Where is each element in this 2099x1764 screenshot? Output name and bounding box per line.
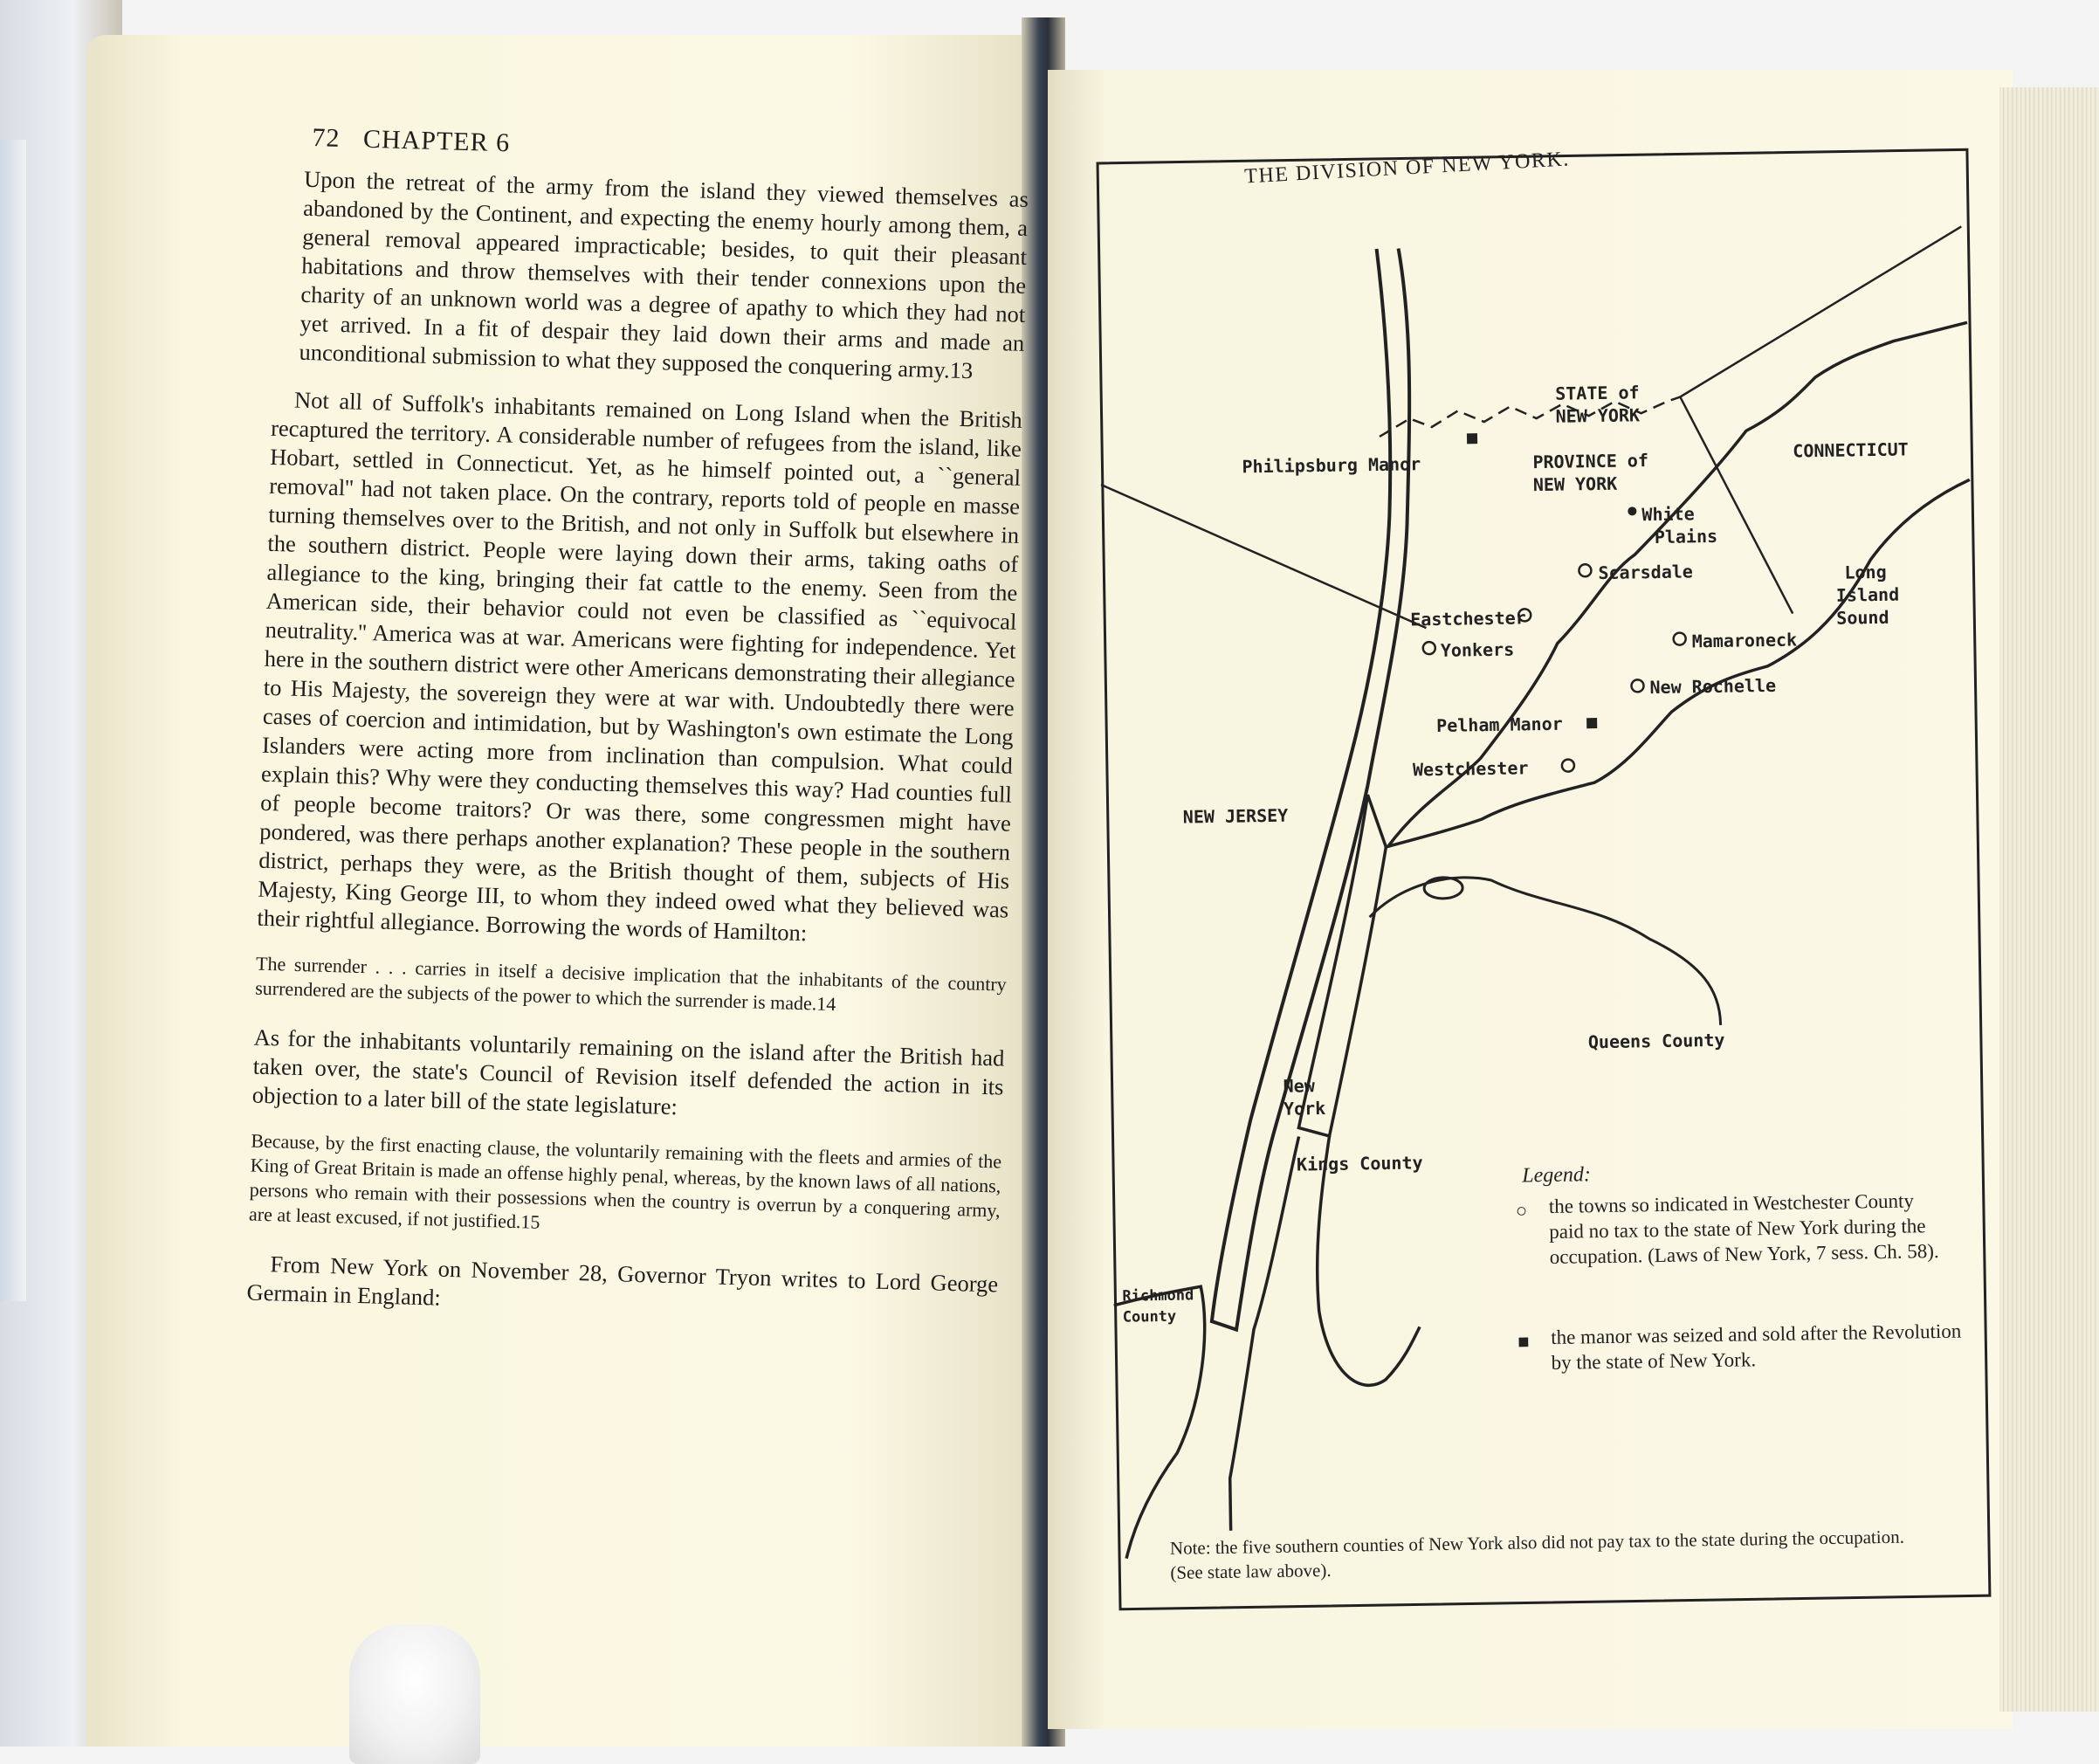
label-eastchester: Eastchester <box>1410 607 1526 630</box>
label-white: White <box>1641 503 1695 526</box>
block-quote-hobart: Upon the retreat of the army from the island they viewed themselves as abandoned by the Continent, and expecting the enemy hourly among them, a general removal appeared impracticable; besides, to quit their pleasant habitations and throw themselves with their tender connexions upon the charity of an unknown world was a degree of apathy to which they had not yet arrived. In a fit of despair they laid down their arms and made an unconditional submission to what they supposed the conquering army.13 <box>299 165 1029 384</box>
bay-shore <box>1225 1136 1305 1530</box>
page-edges <box>1999 87 2099 1712</box>
label-new: New <box>1283 1075 1315 1097</box>
label-yonkers: Yonkers <box>1440 638 1515 661</box>
nj-border-line <box>1101 479 1427 633</box>
chapter-heading: CHAPTER 6 <box>362 124 511 158</box>
label-island: Island <box>1835 583 1900 606</box>
map-border <box>1098 149 1990 1609</box>
label-state-of: STATE of <box>1555 382 1640 404</box>
label-pelham-manor: Pelham Manor <box>1436 713 1563 736</box>
body-paragraph: From New York on November 28, Governor Tryon writes to Lord George Germain in England: <box>246 1251 999 1311</box>
connecticut-border-line <box>1677 226 1967 615</box>
staten-island-outline <box>1113 1286 1208 1559</box>
legend-square-text: the manor was seized and sold after the Revolution by the state of New York. <box>1551 1320 1962 1374</box>
label-kings-county: Kings County <box>1296 1152 1423 1175</box>
legend-circle-text: the towns so indicated in Westchester County paid no tax to the state of New York during the occupation. (Laws of New York, 7 sess. Ch. 58). <box>1548 1189 1939 1268</box>
label-richmond-county: County <box>1122 1307 1177 1326</box>
map-title: THE DIVISION OF NEW YORK. <box>1243 148 1571 189</box>
label-sound: Sound <box>1836 606 1889 629</box>
left-page-text <box>245 122 1029 1347</box>
westchester-marker <box>1562 759 1574 771</box>
label-province-of: PROVINCE of <box>1532 450 1649 473</box>
book-cover-edge <box>0 140 26 1301</box>
map-figure <box>1096 148 1992 1611</box>
yonkers-marker <box>1423 642 1435 654</box>
label-new-rochelle: New Rochelle <box>1649 674 1777 699</box>
label-state-new-york: NEW YORK <box>1555 404 1641 427</box>
label-new-jersey: NEW JERSEY <box>1182 804 1289 828</box>
label-long: Long <box>1844 561 1887 583</box>
block-quote-council: Because, by the first enacting clause, the voluntarily remaining with the fleets and armies of the King of Great Britain is made an offense highly penal, whereas, by the known laws of all nations, persons who remain with their possessions when the country is overrun by a conquering army, are at least excused, if not justified.15 <box>248 1129 1002 1233</box>
pelham-manor-marker <box>1586 718 1597 728</box>
philipsburg-manor-marker <box>1467 433 1477 444</box>
label-philipsburg-manor: Philipsburg Manor <box>1242 453 1421 478</box>
body-paragraph: Not all of Suffolk's inhabitants remained on Long Island when the British recaptured the territory. A considerable number of refugees from the island, like Hobart, settled in Connecticut. Yet, as he himself pointed out, a ``general removal'' had not taken place. On the contrary, reports told of people en masse turning themselves over to the British, and not only in Suffolk but elsewhere in the southern district. People were laying down their arms, taking oaths of allegiance to the king, bringing their fat cattle to the enemy. Seen from the American side, their behavior could not even be classified as ``equivocal neutrality.'' America was at war. Americans were fighting for independence. Yet here in the southern district were other Americans demonstrating their allegiance to His Majesty, the sovereign they were at war with. Undoubtedly there were cases of coercion and intimidation, but by Washington's own estimate the Long Islanders were acting more from inclination than compulsion. What could explain this? Why were they conducting themselves this way? Had counties full of people become traitors? Or was there, some congressmen might have pondered, was there perhaps another explanation? These people in the southern district, perhaps they were, as the British thought of them, subjects of His Majesty, King George III, to whom they indeed owed what they believed was their rightful allegiance. Borrowing the words of Hamilton: <box>257 386 1023 947</box>
body-paragraph: As for the inhabitants voluntarily remaining on the island after the British had taken over, the state's Council of Revision itself defended the action in its objection to a later bill of the state legislature: <box>251 1023 1005 1120</box>
scarsdale-marker <box>1579 564 1591 576</box>
legend-square-icon: ■ <box>1517 1330 1530 1353</box>
label-province-new-york: NEW YORK <box>1532 472 1618 496</box>
label-mamaroneck: Mamaroneck <box>1691 629 1798 652</box>
map-note: Note: the five southern counties of New York also did not pay tax to the state during the occupation. (See state law above). <box>1169 1526 1905 1583</box>
east-river-outline <box>1369 873 1721 1030</box>
label-westchester: Westchester <box>1412 757 1529 781</box>
label-scarsdale: Scarsdale <box>1598 561 1694 584</box>
label-york: York <box>1283 1098 1326 1120</box>
mamaroneck-marker <box>1674 632 1686 644</box>
legend-circle-icon: ○ <box>1515 1199 1528 1222</box>
white-plains-marker <box>1628 506 1636 515</box>
map-drawing <box>1096 148 1992 1611</box>
page-number: 72 <box>312 123 341 153</box>
legend-title: Legend: <box>1522 1163 1592 1188</box>
label-connecticut: CONNECTICUT <box>1793 438 1909 462</box>
gloved-thumb <box>349 1624 480 1764</box>
block-quote-hamilton: The surrender . . . carries in itself a decisive implication that the inhabitants of the country surrendered are the subjects of the power to which the surrender is made.14 <box>254 952 1008 1016</box>
label-plains: Plains <box>1654 525 1718 548</box>
new-rochelle-marker <box>1631 679 1643 692</box>
label-richmond: Richmond <box>1122 1286 1194 1306</box>
label-queens-county: Queens County <box>1587 1029 1725 1053</box>
